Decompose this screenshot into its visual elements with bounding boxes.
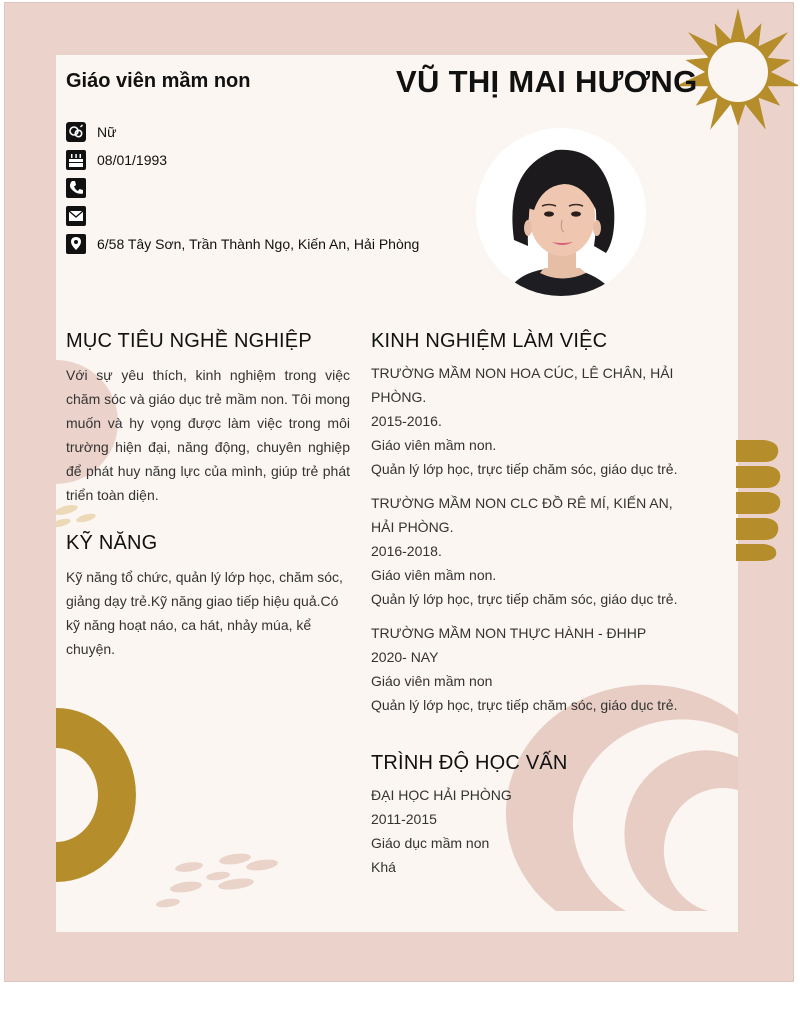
contact-email bbox=[66, 202, 419, 230]
experience-org: TRƯỜNG MẦM NON HOA CÚC, LÊ CHÂN, HẢI PHÒNG. bbox=[371, 365, 674, 405]
contact-info bbox=[66, 118, 419, 258]
skills-section bbox=[66, 532, 350, 661]
address-value: 6/58 Tây Sơn, Trần Thành Ngọ, Kiến An, Hải Phòng bbox=[97, 236, 420, 252]
experience-position: Giáo viên mầm non. bbox=[371, 437, 497, 453]
objective-title: MỤC TIÊU NGHỀ NGHIỆP bbox=[66, 330, 312, 352]
education-title: TRÌNH ĐỘ HỌC VẤN bbox=[371, 752, 568, 774]
skills-title: KỸ NĂNG bbox=[66, 532, 158, 554]
starburst-center bbox=[708, 42, 768, 102]
experience-item bbox=[371, 491, 683, 611]
experience-duty: Quản lý lớp học, trực tiếp chăm sóc, giáo dục trẻ. bbox=[371, 461, 678, 477]
contact-address bbox=[66, 230, 419, 258]
gender-value: Nữ bbox=[97, 124, 117, 140]
education-major: Giáo dục mầm non bbox=[371, 835, 490, 851]
experience-item bbox=[371, 621, 683, 717]
contact-phone bbox=[66, 174, 419, 202]
education-school: ĐẠI HỌC HẢI PHÒNG bbox=[371, 787, 512, 803]
skills-text: Kỹ năng tổ chức, quản lý lớp học, chăm sóc, giảng dạy trẻ.Kỹ năng giao tiếp hiệu quả.Có kỹ năng hoạt náo, ca hát, nhảy múa, kể chuyện. bbox=[66, 569, 343, 657]
experience-duty: Quản lý lớp học, trực tiếp chăm sóc, giáo dục trẻ. bbox=[371, 591, 678, 607]
decor-gold-stack bbox=[736, 440, 782, 564]
birthday-cake-icon bbox=[66, 150, 86, 170]
contact-gender bbox=[66, 118, 419, 146]
education-section bbox=[371, 752, 683, 879]
experience-period: 2015-2016. bbox=[371, 413, 442, 429]
location-pin-icon bbox=[66, 234, 86, 254]
candidate-name: VŨ THỊ MAI HƯƠNG bbox=[396, 64, 698, 99]
experience-title: KINH NGHIỆM LÀM VIỆC bbox=[371, 330, 608, 352]
experience-item bbox=[371, 361, 683, 481]
education-details bbox=[371, 783, 683, 879]
decor-gold-arch bbox=[56, 708, 136, 882]
email-icon bbox=[66, 206, 86, 226]
experience-list bbox=[371, 361, 683, 717]
decor-dashes-bottom bbox=[156, 852, 279, 909]
experience-period: 2016-2018. bbox=[371, 543, 442, 559]
experience-org: TRƯỜNG MẦM NON THỰC HÀNH - ĐHHP bbox=[371, 625, 647, 641]
phone-icon bbox=[66, 178, 86, 198]
education-grade: Khá bbox=[371, 859, 396, 875]
objective-section bbox=[66, 330, 350, 507]
experience-position: Giáo viên mầm non bbox=[371, 673, 493, 689]
objective-text: Với sự yêu thích, kinh nghiệm trong việc chăm sóc và giáo dục trẻ mầm non. Tôi mong muốn và hy vọng được làm việc trong môi trường hiện đại, năng động, chuyên nghiệp để phát huy năng lực của mình, giúp trẻ phát triển toàn diện. bbox=[66, 367, 350, 503]
gender-icon bbox=[66, 122, 86, 142]
job-title: Giáo viên mầm non bbox=[66, 70, 251, 92]
birthdate-value: 08/01/1993 bbox=[97, 152, 168, 168]
contact-birthdate bbox=[66, 146, 419, 174]
experience-duty: Quản lý lớp học, trực tiếp chăm sóc, giáo dục trẻ. bbox=[371, 697, 678, 713]
education-period: 2011-2015 bbox=[371, 811, 437, 827]
portrait-illustration bbox=[476, 128, 646, 296]
avatar-photo bbox=[476, 128, 646, 296]
experience-period: 2020- NAY bbox=[371, 649, 439, 665]
experience-org: TRƯỜNG MẦM NON CLC ĐỒ RÊ MÍ, KIẾN AN, HẢI PHÒNG. bbox=[371, 495, 673, 535]
experience-section bbox=[371, 330, 683, 727]
experience-position: Giáo viên mầm non. bbox=[371, 567, 497, 583]
